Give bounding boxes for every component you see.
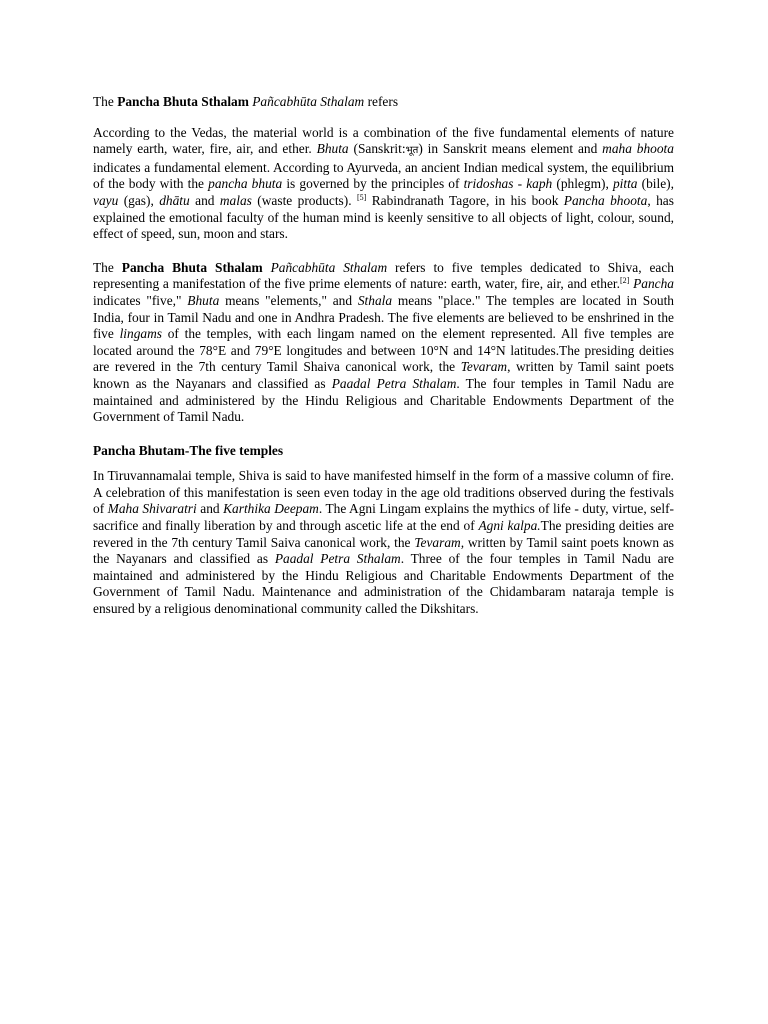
italic-term: Tevaram, bbox=[414, 534, 465, 550]
italic-term: Pancha bbox=[633, 276, 674, 292]
italic-term: Pañcabhūta Sthalam bbox=[270, 259, 388, 275]
text: (gas), bbox=[123, 192, 154, 208]
text: means "elements," and bbox=[225, 292, 353, 308]
intro-italic-title: Pañcabhūta Sthalam bbox=[252, 94, 365, 109]
text: (bile), bbox=[641, 176, 674, 192]
text: of the temples, with each lingam named on the element represented. All five temples are located around the 78°E and 79°E longitudes and between 10°N and 14°N latitudes.The presiding deities are revered in the 7th century Tamil Shaiva canonical work, the bbox=[93, 326, 674, 375]
italic-term: Bhuta bbox=[316, 141, 349, 157]
text: and bbox=[195, 192, 215, 208]
italic-term: Pancha bhoota bbox=[563, 192, 648, 208]
italic-term: kaph bbox=[526, 176, 553, 192]
intro-line bbox=[93, 94, 674, 111]
italic-term: dhātu bbox=[159, 192, 190, 208]
italic-term: pancha bhuta bbox=[208, 176, 283, 192]
italic-term: tridoshas bbox=[463, 176, 514, 192]
text: is governed by the principles of bbox=[286, 176, 460, 192]
text: written by Tamil saint poets known as the Nayanars and classified as bbox=[93, 534, 674, 567]
text: (waste products). bbox=[257, 192, 352, 208]
text: - bbox=[517, 176, 523, 192]
text: means "place." The temples are located in South India, four in Tamil Nadu and one in Andhra Pradesh. The five elements are believed to be enshrined in the five bbox=[93, 292, 675, 342]
paragraph-pancha-bhuta-sthalam bbox=[93, 260, 674, 426]
paragraph-vedas bbox=[93, 125, 674, 243]
italic-term: Sthala bbox=[357, 292, 393, 308]
text: . The Agni Lingam explains the mythics of life - duty, virtue, self-sacrifice and finally liberation by and through ascetic life at the end of bbox=[93, 501, 674, 534]
italic-term: pitta bbox=[612, 176, 638, 192]
citation-2-link[interactable]: [2] bbox=[620, 276, 630, 286]
italic-term: Karthika Deepam bbox=[223, 501, 319, 517]
bold-term: Pancha Bhuta Sthalam bbox=[121, 259, 263, 275]
text: . The four temples in Tamil Nadu are maintained and administered by the Hindu Religious and Charitable Endowments Department of the Government of Tamil Nadu. bbox=[93, 375, 674, 425]
italic-term: vayu bbox=[93, 192, 119, 208]
section-heading: Pancha Bhutam-The five temples bbox=[93, 442, 284, 458]
italic-term: Agni kalpa. bbox=[478, 518, 541, 534]
intro-prefix: The bbox=[93, 94, 114, 109]
italic-term: lingams bbox=[119, 326, 162, 342]
text: ) in Sanskrit means element and bbox=[418, 141, 598, 157]
italic-term: Paadal Petra Sthalam bbox=[331, 375, 457, 391]
text: . Three of the four temples in Tamil Nadu are maintained and administered by the Hindu Religious and Charitable Endowments Department of the Government of Tamil Nadu. Maintenance and administration of the Chidambaram nataraja temple is ensured by a religious denominational community called the Dikshitars. bbox=[93, 551, 675, 617]
intro-bold-title: Pancha Bhuta Sthalam bbox=[117, 94, 249, 109]
text: indicates "five," bbox=[93, 292, 182, 308]
italic-term: Bhuta bbox=[187, 292, 220, 308]
sanskrit-glyphs: भूत bbox=[405, 145, 419, 157]
text: In Tiruvannamalai temple, Shiva is said to have manifested himself in the form of a massive column of fire. A celebration of this manifestation is seen even today in the age old traditions observed during the festivals of bbox=[93, 468, 674, 517]
text: , written by Tamil saint poets known as the Nayanars and classified as bbox=[93, 359, 674, 391]
text: According to the Vedas, the material world is a combination of the five fundamental elements of nature namely earth, water, fire, air, and ether. bbox=[93, 124, 674, 157]
text: indicates a fundamental element. According to bbox=[93, 159, 344, 175]
paragraph-five-temples bbox=[93, 468, 674, 617]
italic-term: Paadal Petra Sthalam bbox=[274, 551, 401, 567]
italic-term: Maha Shivaratri bbox=[107, 501, 197, 517]
text: refers to five temples dedicated to Shiva, each representing a manifestation of the five prime elements of nature: earth, water, fire, air, and ether. bbox=[93, 259, 674, 292]
italic-term: malas bbox=[219, 192, 252, 208]
italic-term: Tevaram bbox=[460, 359, 508, 375]
document-body bbox=[93, 94, 674, 618]
text: The bbox=[93, 259, 114, 275]
text: and bbox=[200, 501, 220, 517]
citation-5-link[interactable]: [5] bbox=[356, 192, 367, 202]
text: The presiding deities are revered in the 7th century Tamil Saiva canonical work, the bbox=[93, 518, 674, 550]
link-text: Ayurveda, an ancient Indian medical system, the equilibrium of the body with the bbox=[93, 159, 674, 192]
intro-suffix: refers bbox=[367, 94, 399, 109]
text: (phlegm), bbox=[556, 176, 609, 192]
text: (Sanskrit: bbox=[353, 141, 406, 157]
italic-term: maha bhoota bbox=[602, 141, 674, 157]
text: Rabindranath Tagore, in his book bbox=[371, 192, 559, 208]
text: , has explained the emotional faculty of the human mind is keenly sensitive to all objects of light, colour, sound, effect of speed, sun, moon and stars. bbox=[93, 192, 674, 242]
